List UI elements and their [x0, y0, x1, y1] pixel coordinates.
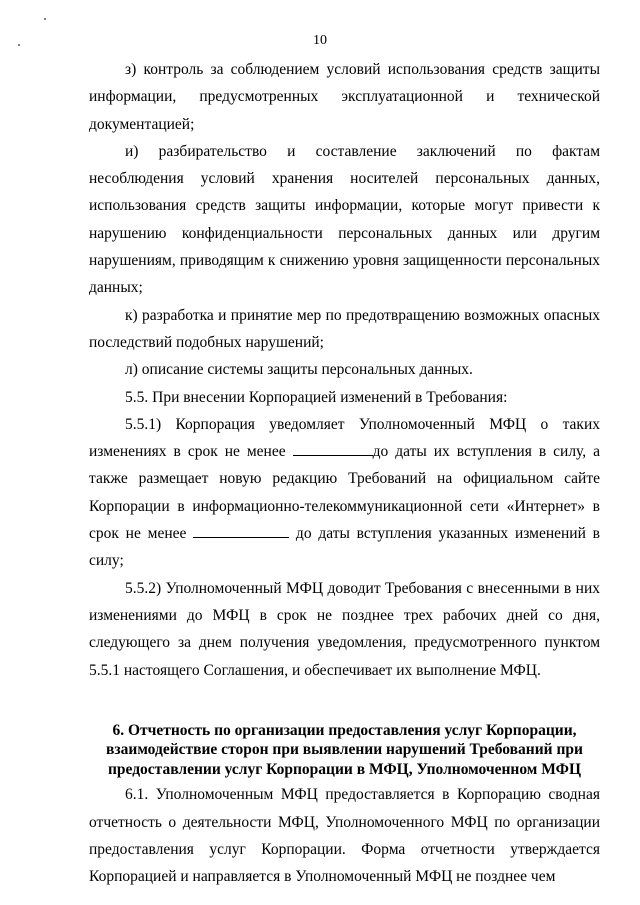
- paragraph-5-5-1-part-a: 5.5.1) Корпорация уведомляет Уполномоченный МФЦ о таких изменениях в срок не менее: [89, 415, 600, 461]
- paragraph-5-5-1: [89, 411, 600, 575]
- blank-field-notice-period: [293, 441, 373, 456]
- paragraph-i: и) разбирательство и составление заключений по фактам несоблюдения условий хранения носителей персональных данных, использования средств защиты информации, которые могут привести к нарушению конфиденциальности персональных данных или другим нарушениям, приводящим к снижению уровня защищенности персональных данных;: [89, 142, 600, 297]
- section-6-heading: 6. Отчетность по организации предоставления услуг Корпорации, взаимодействие сторон при выявлении нарушений Требований при предоставлении услуг Корпорации в МФЦ, Уполномоченном МФЦ: [106, 721, 583, 778]
- paragraph-6-1: 6.1. Уполномоченным МФЦ предоставляется в Корпорацию сводная отчетность о деятельности МФЦ, Уполномоченного МФЦ по организации предоставления услуг Корпорации. Форма отчетности утверждается Корпорацией и направляется в Уполномоченный МФЦ не позднее чем: [89, 786, 600, 886]
- paragraph-5-5-1-part-c: до даты вступления указанных изменений в силу;: [89, 525, 600, 570]
- paragraph-l: л) описание системы защиты персональных данных.: [125, 361, 473, 379]
- document-body: [89, 56, 600, 891]
- blank-field-publish-period: [193, 523, 289, 538]
- paragraph-k: к) разработка и принятие мер по предотвращению возможных опасных последствий подобных нарушений;: [89, 306, 600, 351]
- paragraph-z: з) контроль за соблюдением условий использования средств защиты информации, предусмотренных эксплуатационной и технической документацией;: [89, 61, 600, 133]
- paragraph-5-5-1-part-b: до даты их вступления в силу, а также размещает новую редакцию Требований на официальном сайте Корпорации в информационно-телекоммуникационной сети «Интернет» в срок не менее: [89, 443, 600, 543]
- paragraph-5-5: 5.5. При внесении Корпорацией изменений в Требования:: [125, 388, 508, 406]
- paragraph-5-5-2: 5.5.2) Уполномоченный МФЦ доводит Требования с внесенными в них изменениями до МФЦ в срок не позднее трех рабочих дней со дня, следующего за днем получения уведомления, предусмотренного пунктом 5.5.1 настоящего Соглашения, и обеспечивает их выполнение МФЦ.: [89, 579, 600, 679]
- page-number: 10: [313, 33, 327, 48]
